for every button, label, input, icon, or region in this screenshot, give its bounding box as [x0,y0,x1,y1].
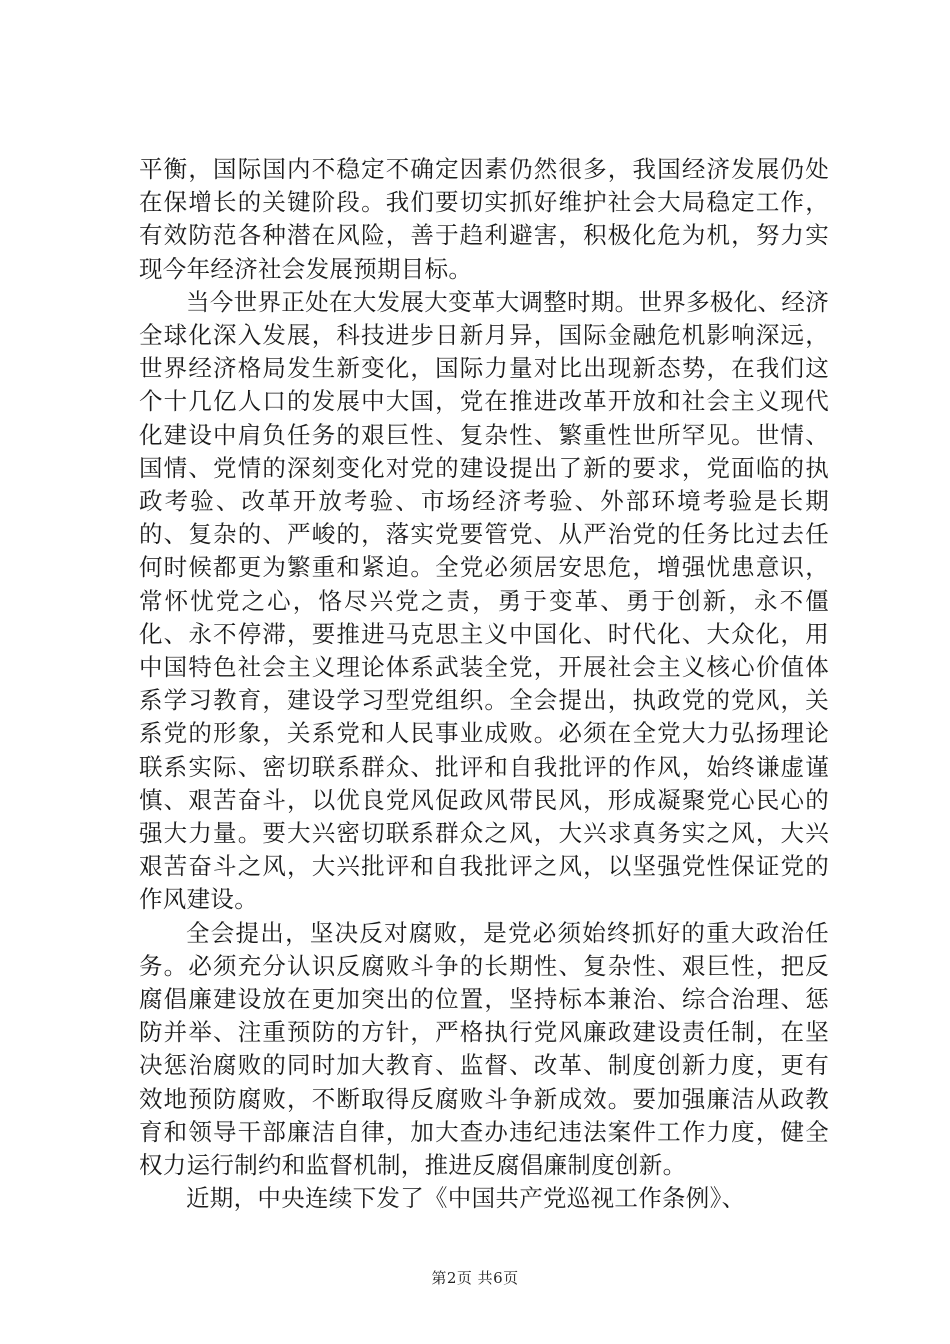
page-number-footer: 第2页 共6页 [431,1269,519,1287]
paragraph-4: 近期，中央连续下发了《中国共产党巡视工作条例》、 [186,1184,746,1213]
document-body [139,153,829,1216]
paragraph-1: 平衡，国际国内不稳定不确定因素仍然很多，我国经济发展仍处在保增长的关键阶段。我们要切实抓好维护社会大局稳定工作，有效防范各种潜在风险，善于趋利避害，积极化危为机，努力实现今年经济社会发展预期目标。 [139,155,829,283]
paragraph-3: 全会提出，坚决反对腐败，是党必须始终抓好的重大政治任务。必须充分认识反腐败斗争的长期性、复杂性、艰巨性，把反腐倡廉建设放在更加突出的位置，坚持标本兼治、综合治理、惩防并举、注重预防的方针，严格执行党风廉政建设责任制，在坚决惩治腐败的同时加大教育、监督、改革、制度创新力度，更有效地预防腐败，不断取得反腐败斗争新成效。要加强廉洁从政教育和领导干部廉洁自律，加大查办违纪违法案件工作力度，健全权力运行制约和监督机制，推进反腐倡廉制度创新。 [139,918,829,1180]
paragraph-2: 当今世界正处在大发展大变革大调整时期。世界多极化、经济全球化深入发展，科技进步日新月异，国际金融危机影响深远，世界经济格局发生新变化，国际力量对比出现新态势，在我们这个十几亿人口的发展中大国，党在推进改革开放和社会主义现代化建设中肩负任务的艰巨性、复杂性、繁重性世所罕见。世情、国情、党情的深刻变化对党的建设提出了新的要求，党面临的执政考验、改革开放考验、市场经济考验、外部环境考验是长期的、复杂的、严峻的，落实党要管党、从严治党的任务比过去任何时候都更为繁重和紧迫。全党必须居安思危，增强忧患意识，常怀忧党之心，恪尽兴党之责，勇于变革、勇于创新，永不僵化、永不停滞，要推进马克思主义中国化、时代化、大众化，用中国特色社会主义理论体系武装全党，开展社会主义核心价值体系学习教育，建设学习型党组织。全会提出，执政党的党风，关系党的形象，关系党和人民事业成败。必须在全党大力弘扬理论联系实际、密切联系群众、批评和自我批评的作风，始终谦虚谨慎、艰苦奋斗，以优良党风促政风带民风，形成凝聚党心民心的强大力量。要大兴密切联系群众之风，大兴求真务实之风，大兴艰苦奋斗之风，大兴批评和自我批评之风，以坚强党性保证党的作风建设。 [139,287,829,914]
